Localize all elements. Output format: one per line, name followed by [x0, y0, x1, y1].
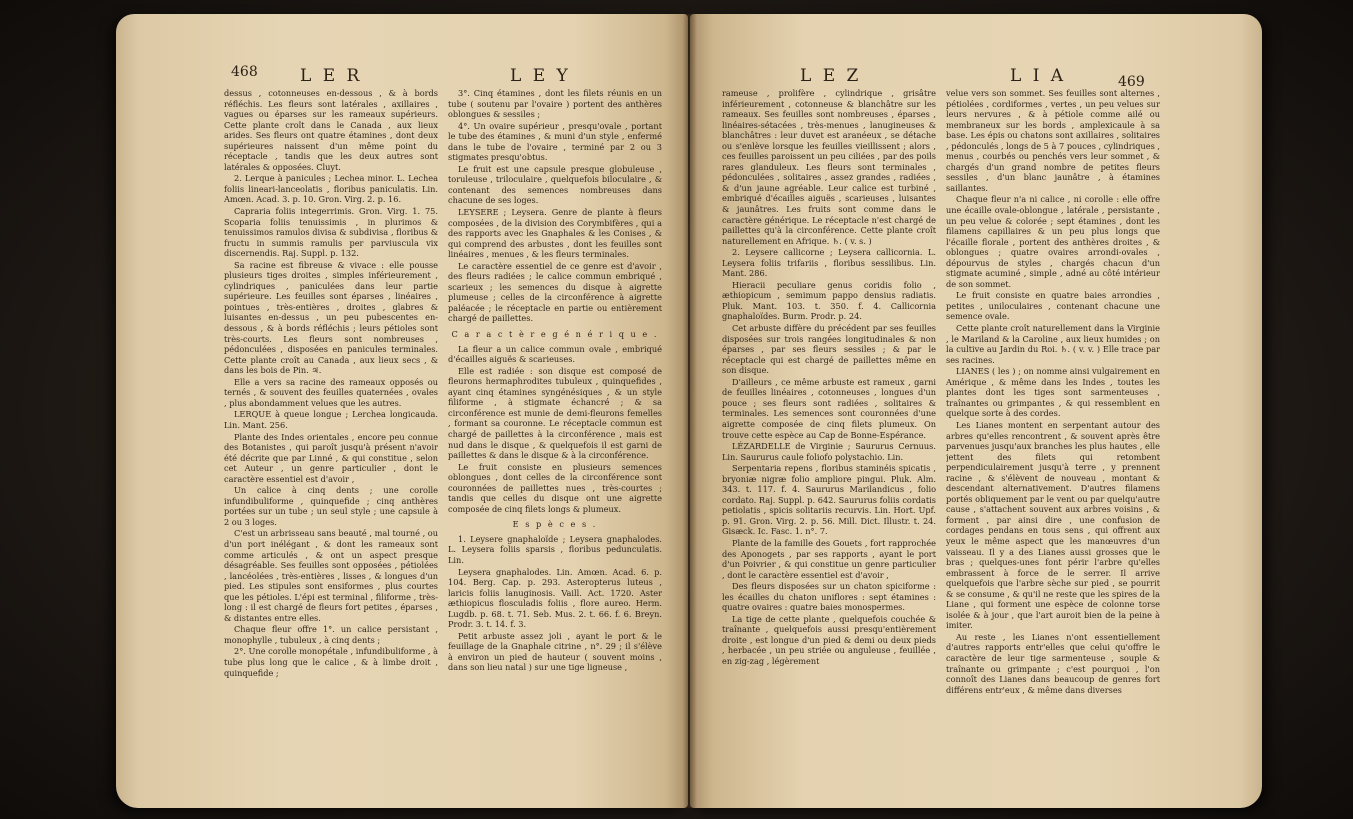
paragraph: LÉZARDELLE de Virginie ; Saururus Cernuus. Lin. Saururus caule foliofo polystachio. Lin.: [722, 441, 936, 462]
paragraph: C'est un arbrisseau sans beauté , mal tourné , ou d'un port inélégant , & dont les rameaux sont comme articulés , & ont un aspect presque désagréable. Ses feuilles sont opposées , pétiolées , lancéolées , très-entières , lisses , & longues d'un pied. Les stipules sont ensiformes , plus courtes que les pétioles. L'épi est terminal , filiforme , très-long : il est chargé de fleurs fort petites , éparses , & distantes entre elles.: [224, 528, 438, 623]
paragraph: Hieracii peculiare genus coridis folio , æthiopicum , semimum pappo densius radiatis. Pluk. Mant. 103. t. 350. f. 4. Callicornia gnaphaloïdes. Burm. Prodr. p. 24.: [722, 279, 936, 322]
paragraph: Petit arbuste assez joli , ayant le port & le feuillage de la Gnaphale citrine , n°. 29 ; il s'élève à environ un pied de hauteur ( souvent moins , dans son lieu natal ) sur une tige ligneuse ,: [448, 630, 662, 673]
section-heading: E s p è c e s .: [512, 519, 598, 530]
paragraph: LIANES ( les ) ; on nomme ainsi vulgairement en Amérique , & même dans les Indes , toutes les plantes dont les tiges sont sarmenteuses , traînantes ou grimpantes , & qui ressemblent en quelque sorte à des cordes.: [946, 366, 1160, 419]
left-page-column-2: [448, 88, 662, 806]
left-page-column-1: [224, 88, 438, 806]
right-page-number: 469: [1118, 74, 1145, 90]
paragraph: LERQUE à queue longue ; Lerchea longicauda. Lin. Mant. 256.: [224, 409, 438, 430]
paragraph: dessus , cotonneuses en-dessous , & à bords réfléchis. Les fleurs sont latérales , axillaires , vagues ou éparses sur les rameaux supérieurs. Cette plante croît dans le Canada , aux lieux arides. Ses fleurs ont quatre étamines , dont deux supérieures naissent d'un même point du réceptacle , tandis que les deux autres sont latérales & opposées. Cluyt.: [224, 88, 438, 172]
paragraph: Le fruit est une capsule presque globuleuse , toruleuse , triloculaire , quelquefois biloculaire , & contenant des semences nombreuses dans chacune de ses loges.: [448, 163, 662, 206]
paragraph: 1. Leysere gnaphaloïde ; Leysera gnaphalodes. L. Leysera foliis sparsis , floribus pedunculatis. Lin.: [448, 533, 662, 565]
paragraph: Cette plante croît naturellement dans la Virginie , le Mariland & la Caroline , aux lieux humides ; on la cultive au Jardin du Roi. ♄. ( v. v. ) Elle trace par ses racines.: [946, 323, 1160, 365]
right-page-column-2: [946, 88, 1160, 806]
paragraph: D'ailleurs , ce même arbuste est rameux , garni de feuilles linéaires , cotonneuses , longues d'un pouce ; ses fleurs sont radiées , solitaires & terminales. Les semences sont couronnées d'une aigrette composée de cinq filets plumeux. On trouve cette espèce au Cap de Bonne-Espérance.: [722, 376, 936, 440]
paragraph: Le fruit consiste en plusieurs semences oblongues , dont celles de la circonférence sont couronnées de paillettes nues , très-courtes ; tandis que celles du disque ont une aigrette composée de cinq filets longs & plumeux.: [448, 461, 662, 514]
paragraph: velue vers son sommet. Ses feuilles sont alternes , pétiolées , cordiformes , vertes , un peu velues sur leurs nervures , & à pétiole comme ailé ou membraneux sur les bords , amplexicaule à sa base. Les épis ou chatons sont axillaires , solitaires , pédonculés , longs de 5 à 7 pouces , cylindriques , menus , courbés ou penchés vers leur sommet , & chargés d'un grand nombre de petites fleurs sessiles , d'un blanc jaunâtre , à étamines saillantes.: [946, 88, 1160, 193]
paragraph: Un calice à cinq dents ; une corolle infundibuliforme , quinquefide ; cinq anthères portées sur un tube ; un seul style ; une capsule à 2 ou 3 loges.: [224, 485, 438, 527]
paragraph: Chaque fleur n'a ni calice , ni corolle : elle offre une écaille ovale-oblongue , latérale , persistante , un peu velue & colorée ; sept étamines , dont les filamens capillaires & un peu plus longs que l'écaille florale , portent des anthères droites , & oblongues ; quatre ovaires arrondi-ovales , dépourvus de styles , chargés chacun d'un stigmate acuminé , simple , adné au côté intérieur de son sommet.: [946, 194, 1160, 289]
paragraph: 2. Leysere callicorne ; Leysera callicornia. L. Leysera foliis trifariis , floribus sessilibus. Lin. Mant. 286.: [722, 247, 936, 279]
paragraph: Leysera gnaphalodes. Lin. Amœn. Acad. 6. p. 104. Berg. Cap. p. 293. Asteropterus luteus , laricis foliis lanuginosis. Vaill. Act. 1720. Aster æthiopicus flosculadis foliis , flore aureo. Herm. Lugdb. p. 68. t. 71. Seb. Mus. 2. t. 66. f. 6. Breyn. Prodr. 3. t. 14. f. 3.: [448, 566, 662, 630]
paragraph: 3°. Cinq étamines , dont les filets réunis en un tube ( soutenu par l'ovaire ) portent des anthères oblongues & sessiles ;: [448, 88, 662, 120]
left-page-number: 468: [231, 64, 258, 80]
paragraph: Au reste , les Lianes n'ont essentiellement d'autres rapports entr'elles que celui qu'offre le caractère de leur tige sarmenteuse , souple & traînante ou grimpante ; c'est pourquoi , l'on connoît des Lianes dans beaucoup de genres fort différens entr'eux , & même dans diverses: [946, 631, 1160, 695]
paragraph: Capraria foliis integerrimis. Gron. Virg. 1. 75. Scoparia foliis tenuissimis , in plurimos & tenuissimos ramulos divisa & subdivisa , floribus & fructu in summis ramulis per parviuscula vix discernendis. Raj. Suppl. p. 132.: [224, 206, 438, 259]
paragraph: Plante de la famille des Gouets , fort rapprochée des Aponogets , par ses rapports , ayant le port d'un Poivrier , & qui constitue un genre particulier , dont le caractère essentiel est d'avoir ,: [722, 537, 936, 580]
paragraph: La fleur a un calice commun ovale , embriqué d'écailles aiguës & scarieuses.: [448, 343, 662, 365]
right-header-right: L I A: [1010, 66, 1067, 86]
paragraph: rameuse , prolifère , cylindrique , grisâtre inférieurement , cotonneuse & blanchâtre sur les rameaux. Ses feuilles sont nombreuses , éparses , linéaires-sétacées , très-menues , lanugineuses & blanchâtres : leur duvet est aranéeux , se détache ou s'enlève lorsque les feuilles vieillissent ; alors , ces feuilles paroissent un peu ciliées , par des poils rares glanduleux. Les fleurs sont terminales , pédonculées , solitaires , assez grandes , radiées , & d'un jaune agréable. Leur calice est turbiné , embriqué d'écailles aiguës , scarieuses , luisantes & jaunâtres. Les fruits sont comme dans le caractère générique. Le réceptacle n'est chargé de paillettes qu'à la circonférence. Cette plante croît naturellement en Afrique. ♄. ( v. s. ): [722, 88, 936, 246]
paragraph: Des fleurs disposées sur un chaton spiciforme : les écailles du chaton uniflores : sept étamines : quatre ovaires : quatre baies monospermes.: [722, 581, 936, 613]
left-header-right: L E Y: [510, 66, 571, 86]
paragraph: Serpentaria repens , floribus staminéis spicatis , bryoniæ nigræ folio ampliore pingui. Pluk. Alm. 343. t. 117. f. 4. Saururus Marilandicus , folio cordato. Raj. Suppl. p. 642. Saururus foliis cordatis petiolatis , spicis solitariis recurvis. Lin. Hort. Upf. p. 91. Gron. Virg. 2. p. 56. Mill. Dict. Illustr. t. 24. Gisæck. Ic. Fasc. 1. n°. 7.: [722, 463, 936, 537]
paragraph: Chaque fleur offre 1°. un calice persistant , monophylle , tubuleux , à cinq dents ;: [224, 624, 438, 645]
right-page-column-1: [722, 88, 936, 806]
paragraph: Elle a vers sa racine des rameaux opposés ou ternés , & souvent des feuilles quaternées , ovales , plus abondamment velues que les autres.: [224, 376, 438, 408]
section-heading: C a r a c t è r e g é n é r i q u e .: [451, 329, 659, 340]
paragraph: Sa racine est fibreuse & vivace : elle pousse plusieurs tiges droites , simples inférieurement , cylindriques , paniculées dans leur partie supérieure. Les feuilles sont éparses , linéaires , pointues , très-entières , droites , glabres & luisantes en-dessus , un peu pubescentes en-dessous , & à bords réfléchis ; leurs pétioles sont très-courts. Les fleurs sont nombreuses , pédonculées , disposées en panicules terminales. Cette plante croît au Canada , aux lieux secs , & dans les bois de Pin. ♃.: [224, 259, 438, 376]
book-gutter: [683, 14, 697, 808]
right-header-left: L E Z: [800, 66, 862, 86]
paragraph: 2. Lerque à panicules ; Lechea minor. L. Lechea foliis lineari-lanceolatis , floribus paniculatis. Lin. Amœn. Acad. 3. p. 10. Gron. Virg. 2. p. 16.: [224, 173, 438, 205]
paragraph: LEYSERE ; Leysera. Genre de plante à fleurs composées , de la division des Corymbifères , qui a des rapports avec les Gnaphales & les Conises , & qui comprend des arbustes , dont les feuilles sont linéaires , menues , & les fleurs terminales.: [448, 207, 662, 260]
paragraph: 4°. Un ovaire supérieur , presqu'ovale , portant le tube des étamines , & muni d'un style , enfermé dans le tube de l'ovaire , terminé par 2 ou 3 stigmates presqu'obtus.: [448, 120, 662, 163]
paragraph: La tige de cette plante , quelquefois couchée & traînante , quelquefois aussi presqu'entièrement droite , est longue d'un pied & demi ou deux pieds , herbacée , un peu striée ou anguleuse , feuillée , en zig-zag , légèrement: [722, 613, 936, 666]
paragraph: 2°. Une corolle monopétale , infundibuliforme , à tube plus long que le calice , & à limbe droit , quinquefide ;: [224, 646, 438, 678]
paragraph: Elle est radiée : son disque est composé de fleurons hermaphrodites tubuleux , quinquefides , ayant cinq étamines syngénésiques , & un style filiforme , à stigmate échancré ; & sa circonférence est munie de demi-fleurons femelles , formant sa couronne. Le réceptacle commun est chargé de paillettes à la circonférence , mais est nud dans le disque , & quelquefois il est garni de paillettes & dans le disque & à la circonférence.: [448, 365, 662, 461]
paragraph: Plante des Indes orientales , encore peu connue des Botanistes , qui paroît jusqu'à présent n'avoir été décrite que par Linné , & qui constitue , selon cet Auteur , un genre particulier , dont le caractère essentiel est d'avoir ,: [224, 431, 438, 484]
paragraph: Les Lianes montent en serpentant autour des arbres qu'elles rencontrent , & souvent après être parvenues jusqu'aux branches les plus hautes , elle jettent des filets qui retombent perpendiculairement jusqu'à terre , y prennent racine , & s'élèvent de nouveau , montant & descendant alternativement. D'autres filamens portés obliquement par le vent ou par quelqu'autre cause , s'attachent souvent aux arbres voisins , & forment , par ainsi dire , une confusion de cordages pendans en tous sens , qui offrent aux yeux le même aspect que les manœuvres d'un vaisseau. Il y a des Lianes aussi grosses que le bras ; quelques-unes font périr l'arbre qu'elles embrassent à force de le serrer. Il arrive quelquefois que l'arbre sèche sur pied , se pourrit & se consume , & qu'il ne reste que les spires de la Liane , qui forment une espèce de colonne torse isolée & à jour , que l'art auroit bien de la peine à imiter.: [946, 419, 1160, 631]
paragraph: Le fruit consiste en quatre baies arrondies , petites , uniloculaires , contenant chacune une semence ovale.: [946, 290, 1160, 322]
left-header-left: L E R: [300, 66, 363, 86]
paragraph: Le caractère essentiel de ce genre est d'avoir , des fleurs radiées ; le calice commun embriqué , scarieux ; les semences du disque à aigrette plumeuse ; celles de la circonférence à aigrette paléacée ; le réceptacle en partie ou entièrement chargé de paillettes.: [448, 260, 662, 324]
paragraph: Cet arbuste diffère du précédent par ses feuilles disposées sur trois rangées longitudinales & non éparses , par ses fleurs sessiles ; & par le réceptacle qui est chargé de paillettes même en son disque.: [722, 323, 936, 376]
